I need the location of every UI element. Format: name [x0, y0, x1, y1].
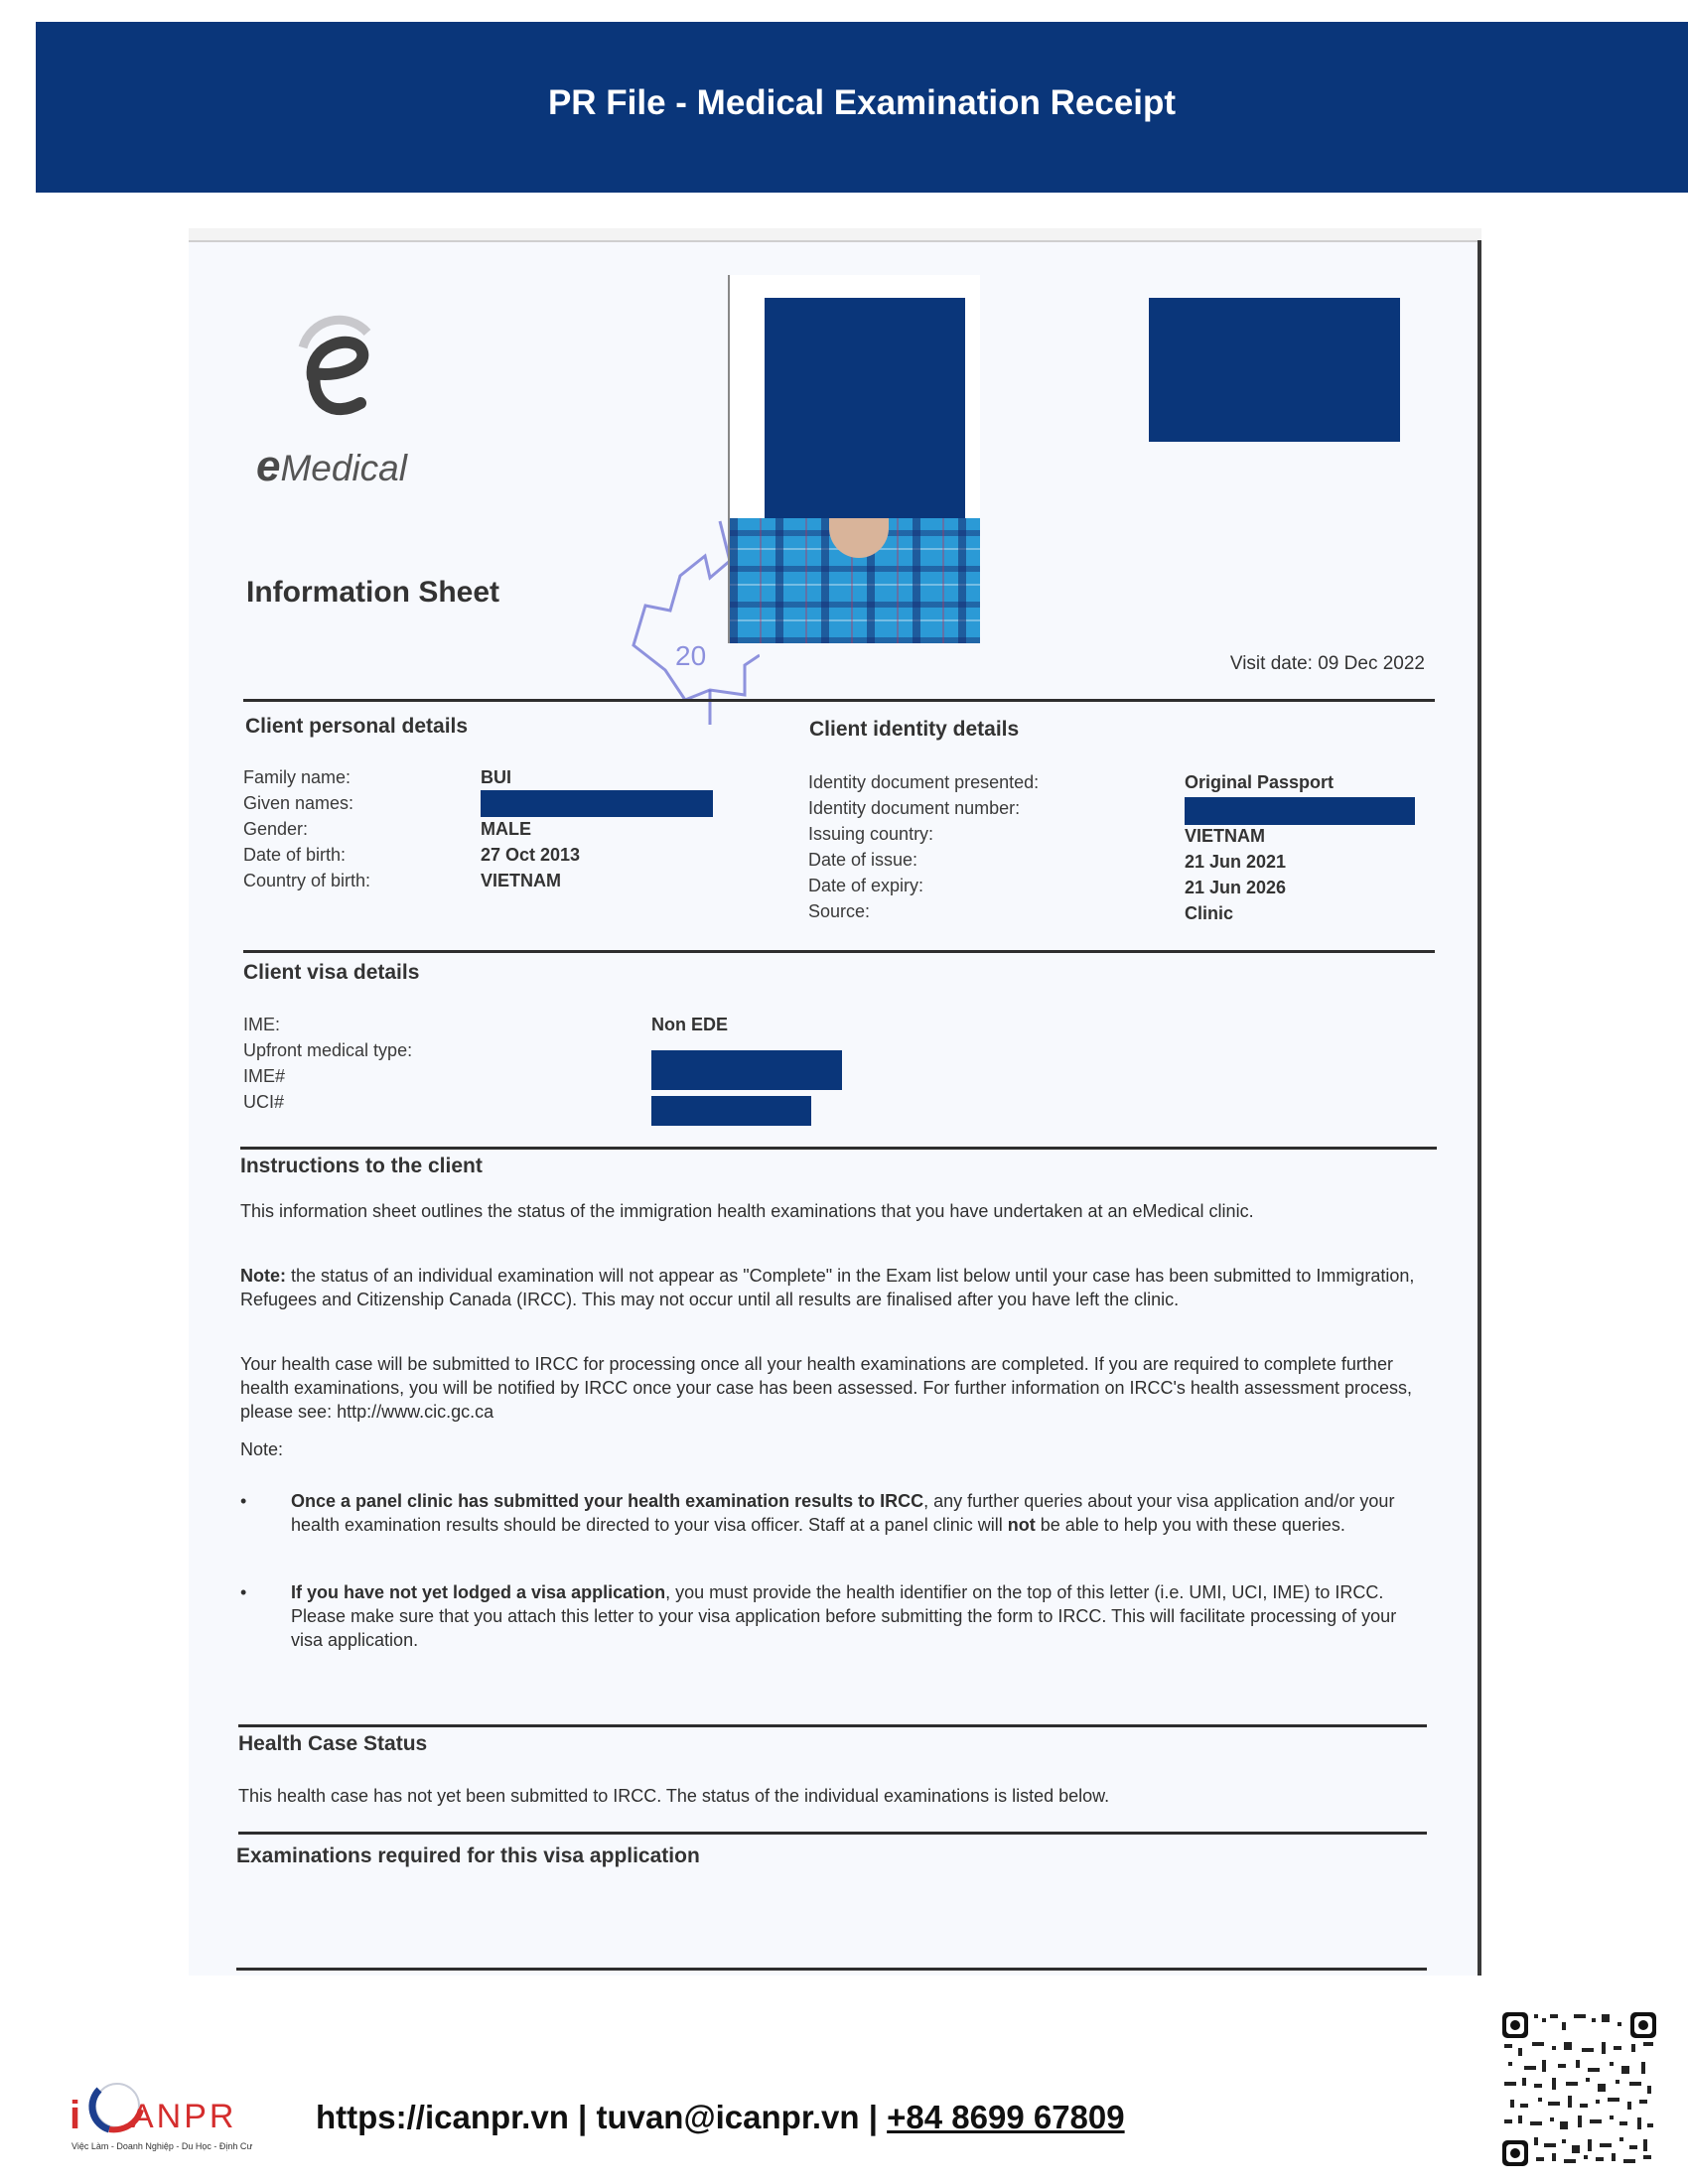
- personal-details-title: Client personal details: [245, 715, 469, 738]
- document-number-redaction: [1185, 797, 1415, 825]
- website-link[interactable]: https://icanpr.vn: [316, 2099, 569, 2135]
- label-ime-number: IME#: [243, 1066, 286, 1086]
- photo-redaction: [765, 298, 965, 518]
- bullet-item: [291, 1489, 1423, 1537]
- instructions-paragraph-1: This information sheet outlines the status of the immigration health examinations that you have undertaken at an eMedical clinic.: [240, 1201, 1254, 1221]
- scanned-document: [189, 228, 1481, 1976]
- divider: [238, 1724, 1427, 1727]
- barcode-redaction: [1149, 298, 1400, 442]
- instructions-title: Instructions to the client: [240, 1155, 483, 1177]
- visa-details-title: Client visa details: [243, 961, 420, 984]
- logo-e-mark: e: [256, 442, 281, 490]
- label-gender: Gender:: [243, 819, 309, 839]
- identity-details-title: Client identity details: [809, 718, 1020, 741]
- examinations-title: Examinations required for this visa application: [236, 1844, 700, 1867]
- qr-code-icon[interactable]: [1502, 2012, 1656, 2166]
- value-document-number: [1185, 797, 1415, 823]
- value-source: Clinic: [1185, 903, 1234, 923]
- label-document-presented: Identity document presented:: [808, 772, 1040, 792]
- label-date-of-issue: Date of issue:: [808, 850, 918, 870]
- value-date-of-birth: 27 Oct 2013: [481, 845, 581, 865]
- phone-link[interactable]: +84 8699 67809: [887, 2099, 1125, 2135]
- label-date-of-birth: Date of birth:: [243, 845, 347, 865]
- bullet-bold: If you have not yet lodged a visa application: [291, 1582, 666, 1602]
- bullet-dot: •: [240, 1491, 247, 1511]
- identity-details-values: [1185, 769, 1415, 926]
- value-gender: MALE: [481, 819, 531, 839]
- uci-number-redaction: [651, 1096, 811, 1126]
- label-date-of-expiry: Date of expiry:: [808, 876, 924, 895]
- logo-wordmark: Medical: [280, 448, 407, 488]
- bullet-item: [291, 1580, 1403, 1652]
- bullet-text: , any further queries about your visa application and/or your health examination results should be directed to your visa officer. Staff at a panel clinic will: [291, 1491, 1395, 1535]
- ime-number-redaction: [651, 1050, 842, 1090]
- emedical-logo-text: [256, 442, 407, 491]
- bullet-dot: •: [240, 1582, 247, 1602]
- note-text: the status of an individual examination will not appear as "Complete" in the Exam list below until your case has been submitted to Immigration, Refugees and Citizenship Canada (IRCC). This may not occur until all results are finalised after you have left the clinic.: [240, 1266, 1415, 1309]
- value-country-of-birth: VIETNAM: [481, 871, 561, 890]
- document-top-edge: [189, 228, 1481, 242]
- value-given-names: [481, 790, 713, 816]
- visa-details-labels: [243, 1012, 412, 1115]
- header-banner: [36, 22, 1688, 193]
- separator: |: [568, 2099, 597, 2135]
- instructions-paragraph-3: Your health case will be submitted to IRCC for processing once all your health examinations are completed. If you are required to complete further health examinations, you will be notified by IRCC once your case has been assessed. For further information on IRCC's health assessment process, please see: http://www.cic.gc.ca: [240, 1354, 1413, 1422]
- divider: [240, 1147, 1437, 1150]
- label-ime: IME:: [243, 1015, 281, 1034]
- personal-details-values: [481, 764, 713, 893]
- value-document-presented: Original Passport: [1185, 772, 1335, 792]
- applicant-photo: [728, 275, 980, 643]
- separator: |: [859, 2099, 888, 2135]
- health-case-status-title: Health Case Status: [238, 1732, 428, 1755]
- value-date-of-issue: 21 Jun 2021: [1185, 852, 1287, 872]
- personal-details-labels: [243, 764, 370, 893]
- label-country-of-birth: Country of birth:: [243, 871, 371, 890]
- document-right-edge: [1477, 240, 1481, 1976]
- value-family-name: BUI: [481, 767, 511, 787]
- value-ime: Non EDE: [651, 1015, 729, 1034]
- bullet-text-2: be able to help you with these queries.: [1035, 1515, 1345, 1535]
- divider: [243, 699, 1435, 702]
- label-document-number: Identity document number:: [808, 798, 1021, 818]
- footer-contact: [316, 2099, 1125, 2136]
- label-given-names: Given names:: [243, 793, 354, 813]
- health-case-status-text: This health case has not yet been submitted to IRCC. The status of the individual examinations is listed below.: [238, 1786, 1110, 1806]
- logo-wordmark: ANPR: [131, 2098, 237, 2135]
- instructions-paragraph-2: [240, 1264, 1447, 1311]
- stamp-text: 20: [675, 640, 707, 671]
- label-issuing-country: Issuing country:: [808, 824, 934, 844]
- divider: [243, 950, 1435, 953]
- emedical-e-logo-icon: [273, 308, 402, 427]
- visa-details-values: [651, 1012, 728, 1037]
- note-bold: Note:: [240, 1266, 286, 1286]
- bullet-text: , you must provide the health identifier on the top of this letter (i.e. UMI, UCI, IME) to IRCC. Please make sure that you attach this letter to your visa application before submitting the form to IRCC. This will facilitate processing of your visa application.: [291, 1582, 1397, 1650]
- value-date-of-expiry: 21 Jun 2026: [1185, 878, 1287, 897]
- divider: [236, 1968, 1427, 1971]
- value-issuing-country: VIETNAM: [1185, 826, 1265, 846]
- logo-prefix: i: [70, 2094, 81, 2137]
- divider: [238, 1832, 1427, 1835]
- information-sheet-title: Information Sheet: [246, 576, 500, 609]
- visit-date: Visit date: 09 Dec 2022: [1229, 653, 1425, 674]
- page-title: PR File - Medical Examination Receipt: [547, 83, 1177, 122]
- email-link[interactable]: tuvan@icanpr.vn: [596, 2099, 860, 2135]
- note-label: Note:: [240, 1439, 284, 1459]
- bullet-bold: Once a panel clinic has submitted your health examination results to IRCC: [291, 1491, 924, 1511]
- label-source: Source:: [808, 901, 871, 921]
- bullet-bold-2: not: [1007, 1515, 1036, 1535]
- icanpr-logo: [70, 2078, 268, 2157]
- given-names-redaction: [481, 790, 713, 817]
- logo-tagline: Việc Làm - Doanh Nghiệp - Du Học - Định Cư: [71, 2141, 253, 2151]
- label-uci-number: UCI#: [243, 1092, 285, 1112]
- identity-details-labels: [808, 769, 1039, 924]
- label-upfront-medical-type: Upfront medical type:: [243, 1040, 413, 1060]
- label-family-name: Family name:: [243, 767, 352, 787]
